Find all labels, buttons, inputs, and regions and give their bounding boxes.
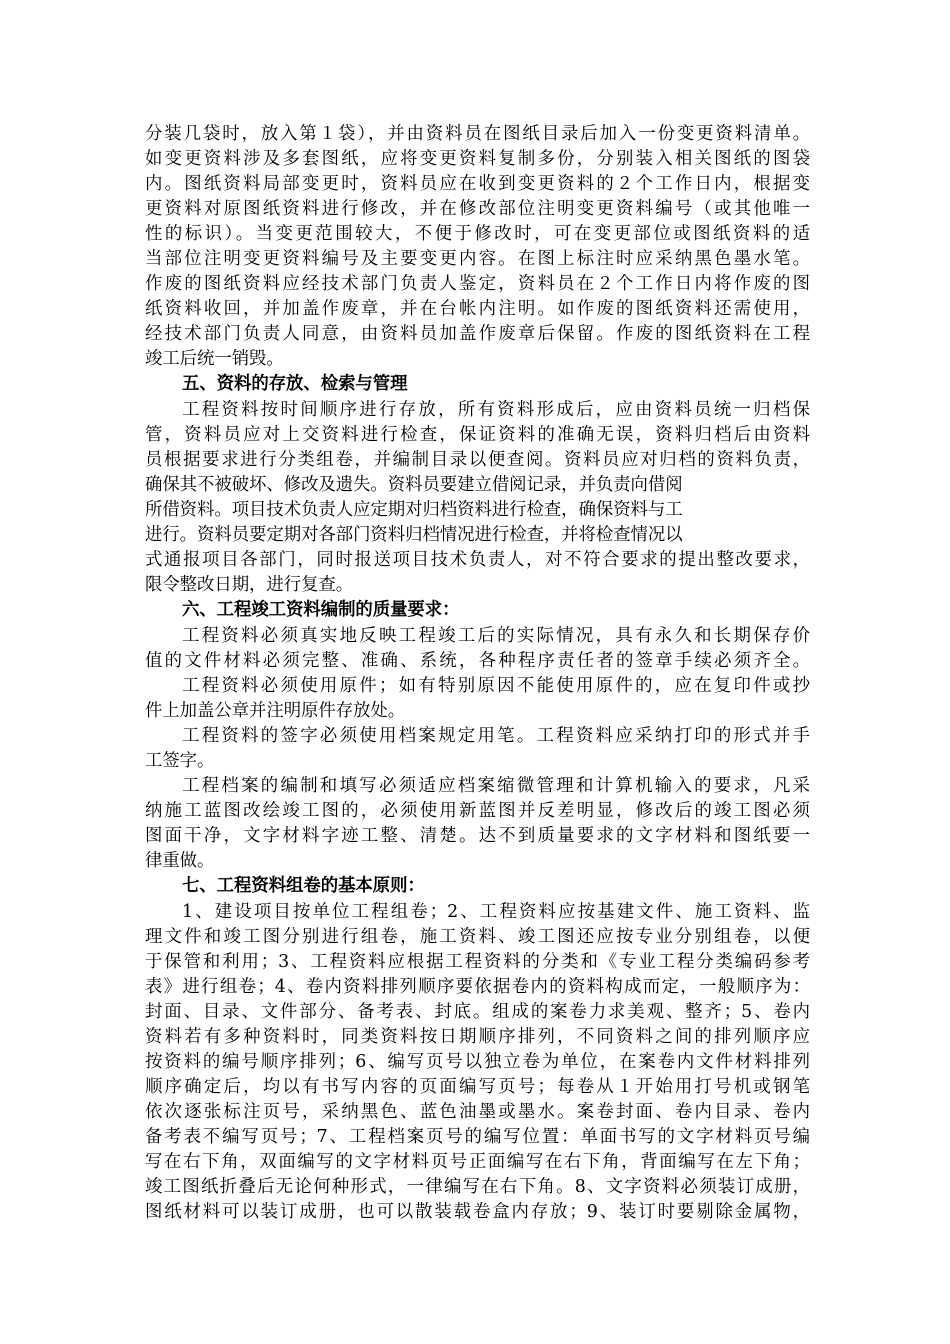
text-line: 写在右下角，双面编写的文字材料页号正面编写在右下角，背面编写在左下角； [145,1152,810,1172]
text-line: 于保管和利用；3、工程资料应根据工程资料的分类和《专业工程分类编码参考 [145,952,810,972]
text-line: 所借资料。项目技术负责人应定期对归档资料进行检查，确保资料与工 [145,500,683,520]
text-line: 依次逐张标注页号，采纳黑色、蓝色油墨或墨水。案卷封面、卷内目录、卷内 [145,1102,810,1122]
text-line: 备考表不编写页号；7、工程档案页号的编写位置：单面书写的文字材料页号编 [145,1127,810,1147]
text-line: 内。图纸资料局部变更时，资料员应在收到变更资料的２个工作日内，根据变 [145,174,810,194]
text-line: 工签字。 [145,751,215,771]
text-line: 件上加盖公章并注明原件存放处。 [145,701,406,721]
text-line: 工程资料按时间顺序进行存放，所有资料形成后，应由资料员统一归档保 [182,400,810,420]
text-line: 资料若有多种资料时，同类资料按日期顺序排列，不同资料之间的排列顺序应 [145,1027,810,1047]
text-line: 1、建设项目按单位工程组卷；2、工程资料应按基建文件、施工资料、监 [182,902,810,922]
text-line: 工程资料的签字必须使用档案规定用笔。工程资料应采纳打印的形式并手 [182,726,810,746]
text-line: 限令整改日期，进行复查。 [145,575,354,595]
text-line: 按资料的编号顺序排列；6、编写页号以独立卷为单位，在案卷内文件材料排列 [145,1052,810,1072]
text-line: 员根据要求进行分类组卷，并编制目录以便查阅。资料员应对归档的资料负责， [145,450,810,470]
text-line: 工程资料必须使用原件；如有特别原因不能使用原件的，应在复印件或抄 [182,676,810,696]
text-line: 竣工图纸折叠后无论何种形式，一律编写在右下角。8、文字资料必须装订成册， [145,1177,810,1197]
section-heading: 七、工程资料组卷的基本原则： [182,876,425,896]
text-line: 进行。资料员要定期对各部门资料归档情况进行检查，并将检查情况以 [145,525,683,545]
text-line: 确保其不被破坏、修改及遗失。资料员要建立借阅记录，并负责向借阅 [145,475,683,495]
text-line: 图纸材料可以装订成册，也可以散装载卷盒内存放；9、装订时要剔除金属物， [145,1202,810,1222]
text-line: 封面、目录、文件部分、备考表、封底。组成的案卷力求美观、整齐；5、卷内 [145,1002,810,1022]
text-line: 性的标识）。当变更范围较大，不便于修改时，可在变更部位或图纸资料的适 [145,224,810,244]
text-line: 律重做。 [145,851,215,871]
section-heading: 五、资料的存放、检索与管理 [182,374,408,394]
text-line: 纳施工蓝图改绘竣工图的，必须使用新蓝图并反差明显，修改后的竣工图必须 [145,801,810,821]
text-line: 表》进行组卷；4、卷内资料排列顺序要依据卷内的资料构成而定，一般顺序为： [145,977,810,997]
text-line: 工程资料必须真实地反映工程竣工后的实际情况，具有永久和长期保存价 [182,626,810,646]
text-line: 管，资料员应对上交资料进行检查，保证资料的准确无误，资料归档后由资料 [145,425,810,445]
text-line: 如变更资料涉及多套图纸，应将变更资料复制多份，分别装入相关图纸的图袋 [145,149,810,169]
text-line: 当部位注明变更资料编号及主要变更内容。在图上标注时应采纳黑色墨水笔。 [145,249,810,269]
text-line: 理文件和竣工图分别进行组卷，施工资料、竣工图还应按专业分别组卷，以便 [145,927,810,947]
text-line: 式通报项目各部门，同时报送项目技术负责人，对不符合要求的提出整改要求， [145,550,810,570]
text-line: 顺序确定后，均以有书写内容的页面编写页号；每卷从１开始用打号机或钢笔 [145,1077,810,1097]
text-line: 竣工后统一销毁。 [145,349,284,369]
text-line: 值的文件材料必须完整、准确、系统，各种程序责任者的签章手续必须齐全。 [145,651,810,671]
text-line: 经技术部门负责人同意，由资料员加盖作废章后保留。作废的图纸资料在工程 [145,324,810,344]
section-heading: 六、工程竣工资料编制的质量要求： [182,600,460,620]
text-line: 分装几袋时，放入第１袋），并由资料员在图纸目录后加入一份变更资料清单。 [145,124,810,144]
text-line: 工程档案的编制和填写必须适应档案缩微管理和计算机输入的要求，凡采 [182,776,810,796]
text-line: 作废的图纸资料应经技术部门负责人鉴定，资料员在２个工作日内将作废的图 [145,274,810,294]
text-line: 图面干净，文字材料字迹工整、清楚。达不到质量要求的文字材料和图纸要一 [145,826,810,846]
text-line: 纸资料收回，并加盖作废章，并在台帐内注明。如作废的图纸资料还需使用， [145,299,810,319]
text-line: 更资料对原图纸资料进行修改，并在修改部位注明变更资料编号（或其他唯一 [145,199,810,219]
